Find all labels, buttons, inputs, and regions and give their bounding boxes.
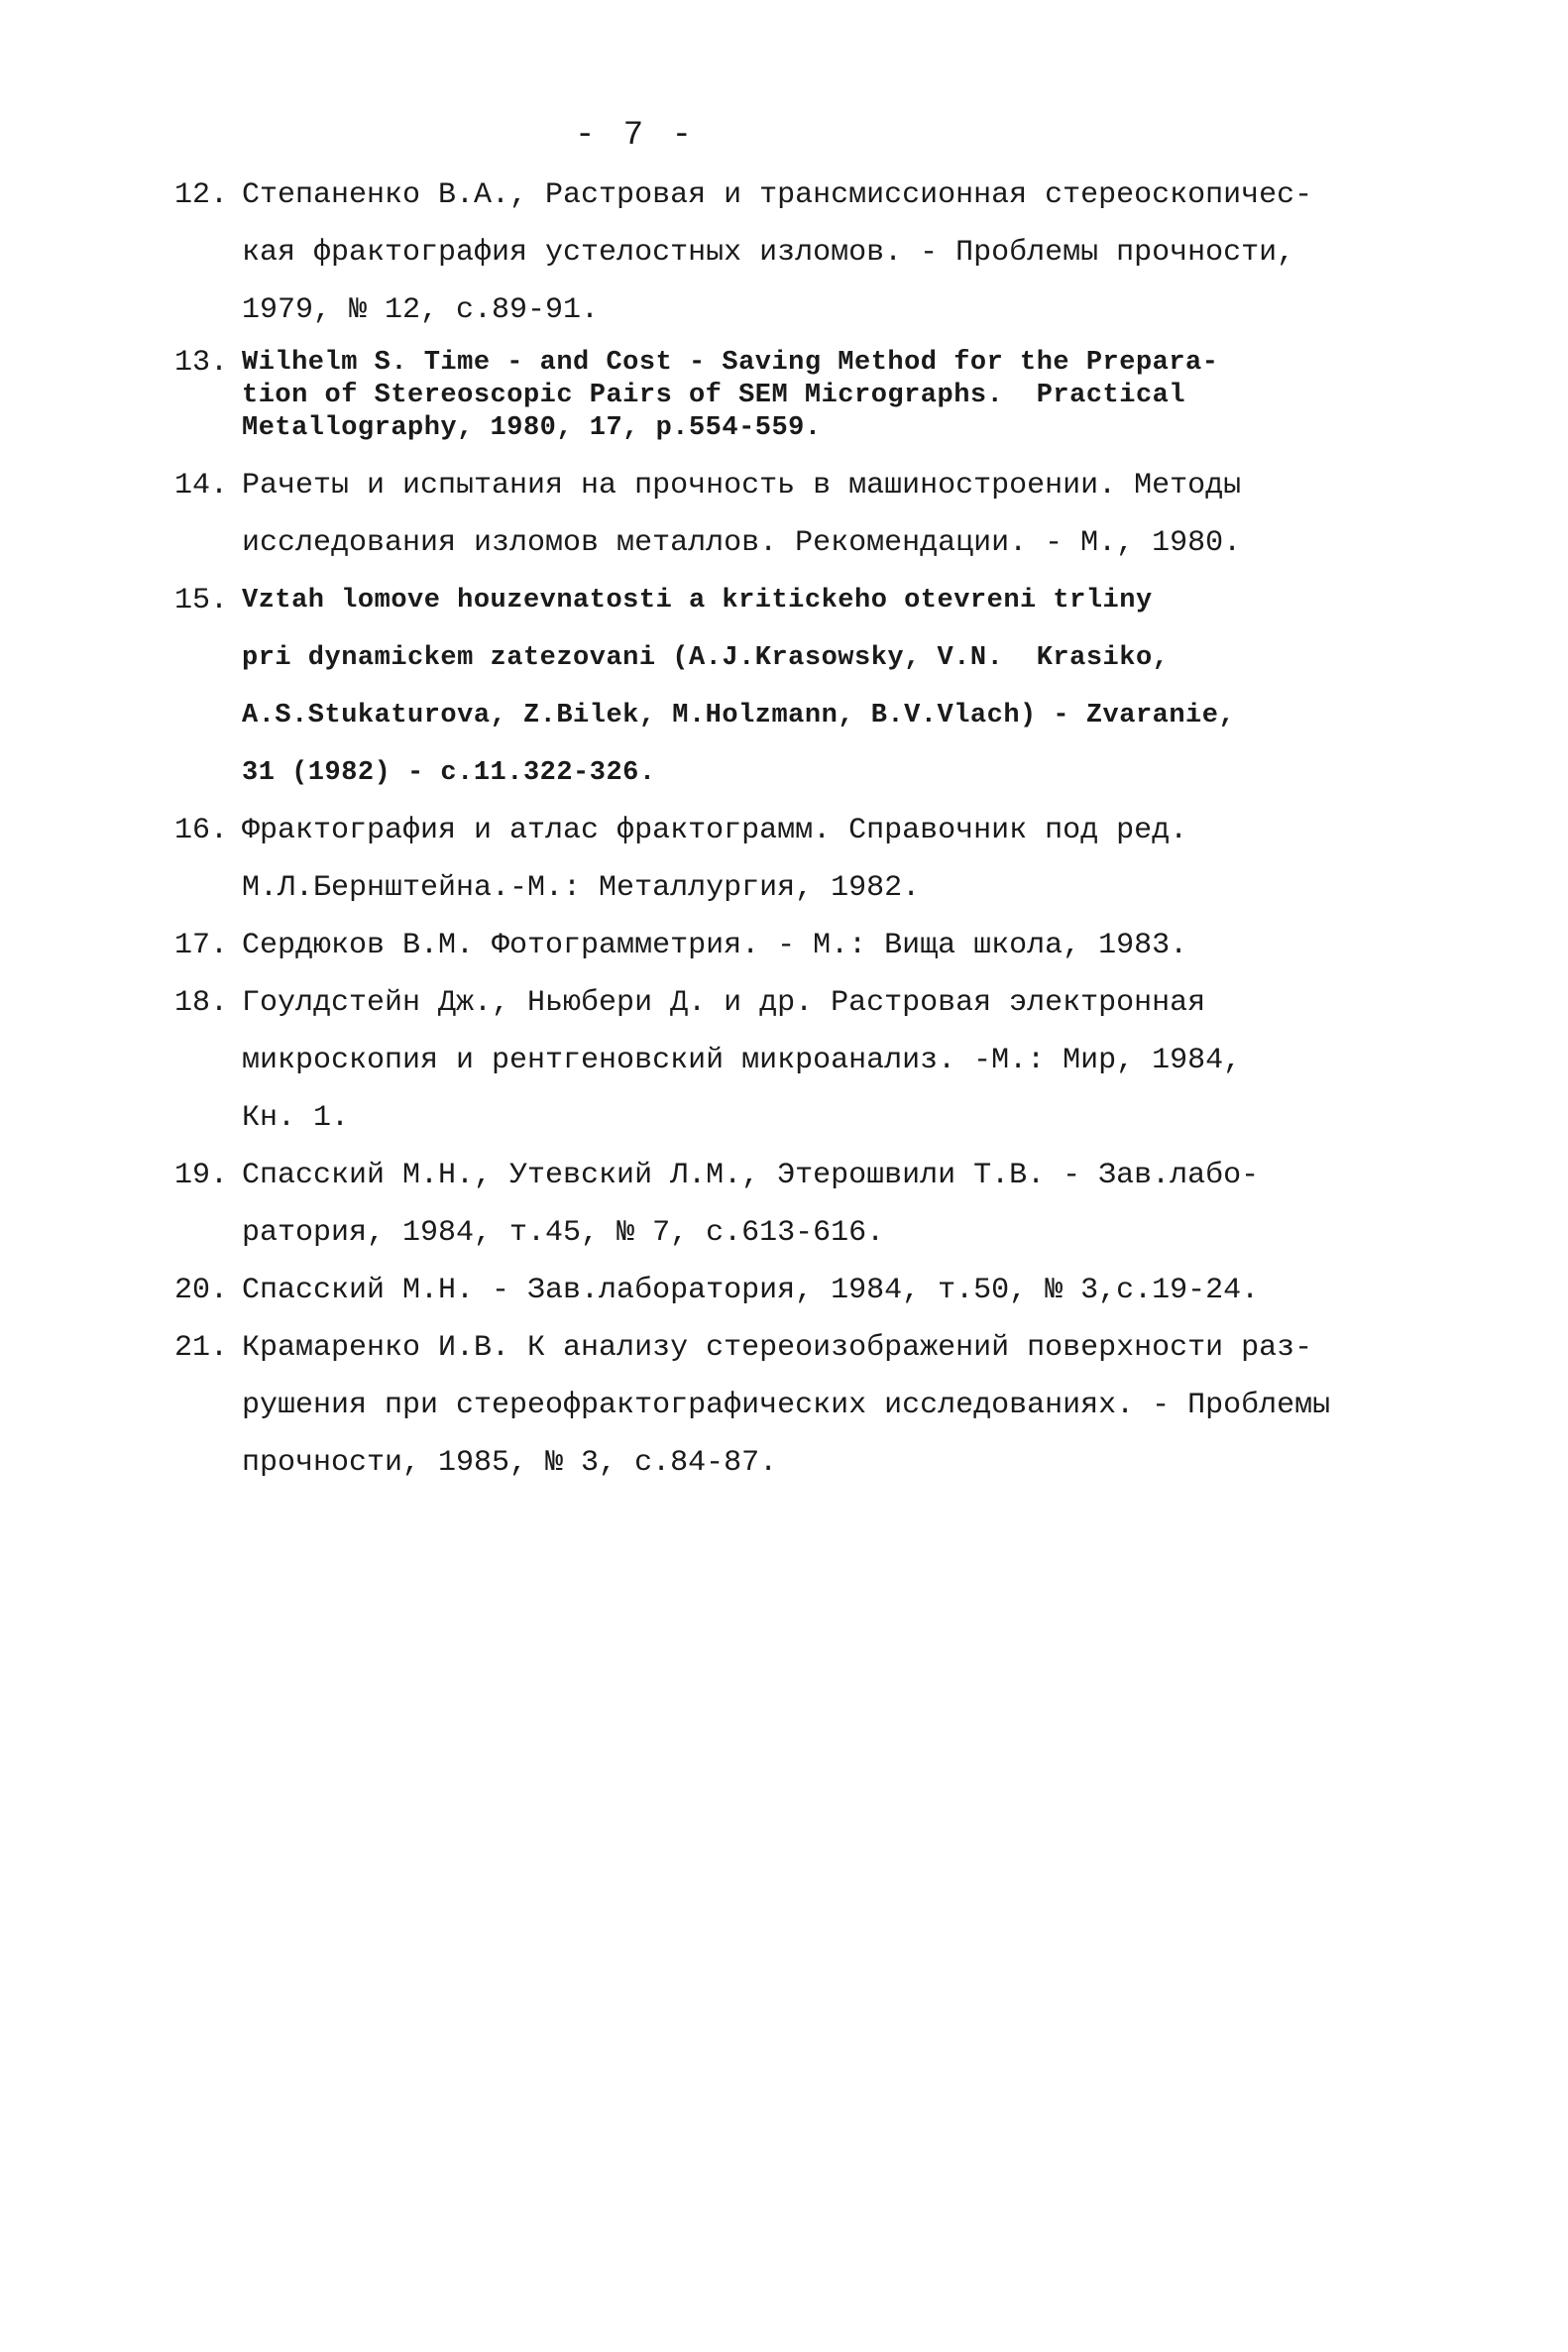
reference-line: tion of Stereoscopic Pairs of SEM Micrographs. Practical [242, 381, 1186, 410]
reference-number: 12. [174, 178, 229, 212]
reference-number: 20. [174, 1274, 229, 1307]
reference-item [174, 1319, 1374, 1492]
reference-line: Гоулдстейн Дж., Ньюбери Д. и др. Растровая электронная [242, 986, 1206, 1020]
reference-number: 18. [174, 986, 229, 1020]
reference-item [174, 572, 1374, 802]
reference-line: Кн. 1. [242, 1101, 350, 1135]
reference-line: кая фрактография устелостных изломов. - Проблемы прочности, [242, 236, 1295, 270]
reference-text [242, 917, 1374, 974]
reference-text [242, 457, 1374, 572]
reference-line: Сердюков В.М. Фотограмметрия. - М.: Вища школа, 1983. [242, 929, 1188, 962]
reference-line: 1979, № 12, с.89-91. [242, 293, 600, 327]
reference-line: Vztah lomove houzevnatosti a kritickeho otevreni trliny [242, 586, 1153, 616]
reference-text [242, 167, 1374, 339]
reference-line: микроскопия и рентгеновский микроанализ. -М.: Мир, 1984, [242, 1044, 1242, 1077]
reference-line: М.Л.Бернштейна.-М.: Металлургия, 1982. [242, 871, 921, 905]
reference-line: 31 (1982) - c.11.322-326. [242, 758, 656, 788]
reference-text [242, 802, 1374, 917]
reference-line: Рачеты и испытания на прочность в машиностроении. Методы [242, 469, 1242, 503]
reference-line: Степаненко В.А., Растровая и трансмиссионная стереоскопичес- [242, 178, 1313, 212]
reference-item [174, 802, 1374, 917]
reference-text [242, 347, 1374, 445]
reference-line: pri dynamickem zatezovani (A.J.Krasowsky, V.N. Krasiko, [242, 643, 1170, 673]
reference-number: 14. [174, 469, 229, 503]
reference-line: прочности, 1985, № 3, с.84-87. [242, 1446, 778, 1480]
reference-item [174, 974, 1374, 1147]
reference-line: Wilhelm S. Time - and Cost - Saving Method for the Prepara- [242, 348, 1219, 378]
reference-line: Metallography, 1980, 17, p.554-559. [242, 413, 822, 443]
reference-text [242, 974, 1374, 1147]
reference-line: Спасский М.Н., Утевский Л.М., Этерошвили Т.В. - Зав.лабо- [242, 1159, 1260, 1192]
reference-number: 16. [174, 814, 229, 847]
reference-text [242, 1262, 1374, 1319]
reference-line: Фрактография и атлас фрактограмм. Справочник под ред. [242, 814, 1188, 847]
reference-number: 15. [174, 584, 229, 617]
reference-line: Крамаренко И.В. К анализу стереоизображений поверхности раз- [242, 1331, 1313, 1365]
reference-line: ратория, 1984, т.45, № 7, с.613-616. [242, 1216, 885, 1250]
reference-number: 19. [174, 1159, 229, 1192]
reference-item [174, 1262, 1374, 1319]
reference-line: A.S.Stukaturova, Z.Bilek, M.Holzmann, B.V.Vlach) - Zvaranie, [242, 701, 1236, 730]
reference-line: Спасский М.Н. - Зав.лаборатория, 1984, т.50, № 3,с.19-24. [242, 1274, 1260, 1307]
reference-text [242, 1319, 1374, 1492]
reference-item [174, 167, 1374, 339]
reference-item [174, 347, 1374, 445]
reference-text [242, 1147, 1374, 1262]
reference-number: 17. [174, 929, 229, 962]
reference-item [174, 1147, 1374, 1262]
reference-line: исследования изломов металлов. Рекомендации. - М., 1980. [242, 526, 1242, 560]
reference-number: 13. [174, 346, 229, 380]
reference-line: рушения при стереофрактографических исследованиях. - Проблемы [242, 1389, 1331, 1422]
page-number: - 7 - [575, 117, 697, 155]
reference-item [174, 917, 1374, 974]
reference-list [174, 167, 1374, 1492]
reference-item [174, 457, 1374, 572]
reference-number: 21. [174, 1331, 229, 1365]
reference-text [242, 572, 1374, 802]
